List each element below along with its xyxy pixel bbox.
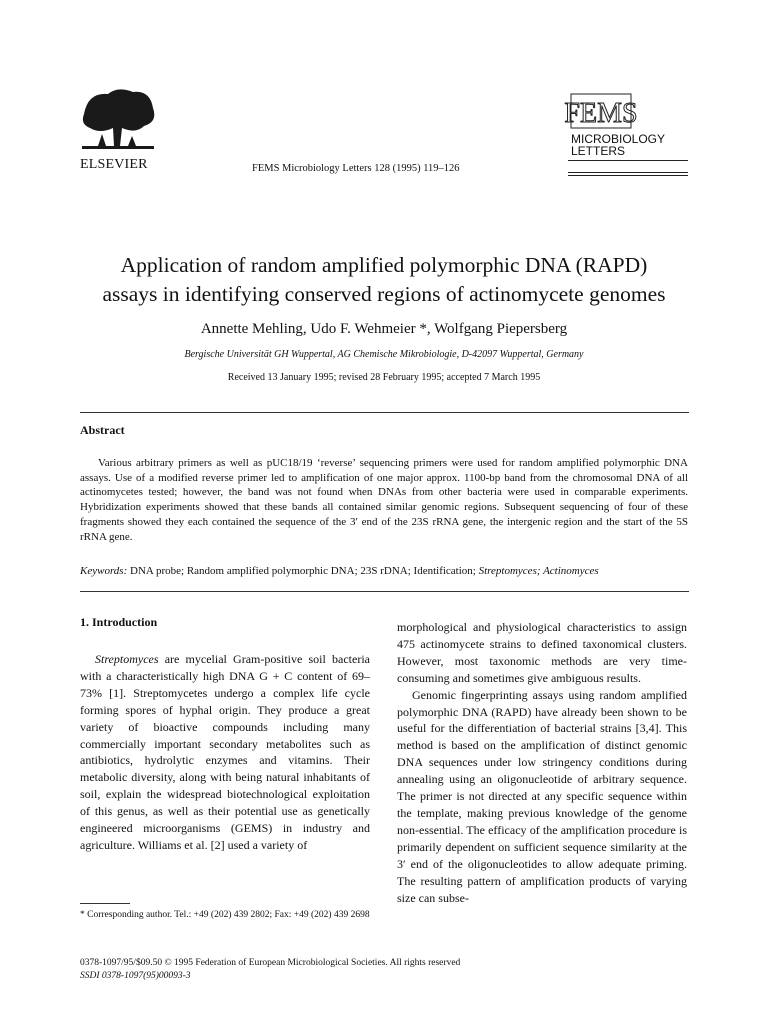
copyright-line: 0378-1097/95/$09.50 © 1995 Federation of European Microbiological Societies. All rights reserved	[80, 958, 461, 968]
keywords-italic: Streptomyces; Actinomyces	[478, 565, 599, 577]
keywords-label: Keywords:	[80, 565, 128, 577]
intro-paragraph: Genomic fingerprinting assays using random amplified polymorphic DNA (RAPD) have already been shown to be useful for the differentiation of bacterial strains [3,4]. This method is based on the amplification of distinct genomic DNA sequences under low stringency conditions during annealing using an oligonucleotide of arbitrary sequence. The primer is not directed at any specific sequence within the template, making previous knowledge of the genome non-essential. The efficacy of the amplification procedure is primarily dependent on sufficient sequence similarity at the 3′ end of the oligonucleotides to allow adequate priming. The resulting pattern of amplification products of varying size can subse-	[397, 687, 687, 905]
title-line-2: assays in identifying conserved regions of actinomycete genomes	[102, 282, 666, 306]
abstract-text: Various arbitrary primers as well as pUC18/19 ‘reverse’ sequencing primers were used for random amplified polymorphic DNA assays. Use of a modified reverse primer led to amplification of one major approx. 1100-bp band from the chromosomal DNA of all actinomycetes tested; however, the band was not found when DNAs from other bacteria were used in comparable experiments. Hybridization experiments showed that these bands all contained similar genomic regions. Subsequent sequencing of four of these fragments showed they each contained the sequence of the 3′ end of the 23S rRNA gene, the intergenic region and the start of the 5S rRNA gene.	[80, 457, 688, 543]
header-rule	[568, 175, 688, 176]
genus-name: Streptomyces	[95, 652, 159, 666]
header-rule	[568, 172, 688, 173]
section-heading: 1. Introduction	[80, 615, 158, 629]
fems-journal-name	[571, 133, 665, 157]
fems-logo	[564, 90, 638, 132]
fems-logo-text: FEMS	[564, 98, 638, 129]
copyright-block	[80, 957, 700, 983]
title-line-1: Application of random amplified polymorphic DNA (RAPD)	[120, 253, 648, 277]
intro-text: are mycelial Gram-positive soil bacteria with a characteristically high DNA G + C content of 69–73% [1]. Streptomycetes undergo a complex life cycle forming spores of hyphal origin. They produce a great variety of bioactive compounds including many commercially important secondary metabolites such as antibiotics, hydrolytic enzymes and vitamins. Their metabolic diversity, along with being natural inhabitants of soil, explain the widespread biotechnological exploitation of this genus, as well as their potential use as genetically engineered microorganisms (GEMS) in industry and agriculture. Williams et al. [2] used a variety of	[80, 652, 370, 852]
right-column	[397, 619, 687, 906]
affiliation: Bergische Universität GH Wuppertal, AG Chemische Mikrobiologie, D-42097 Wuppertal, Germany	[184, 349, 584, 360]
footnote-rule	[80, 903, 130, 904]
corresponding-author-footnote: * Corresponding author. Tel.: +49 (202) 439 2802; Fax: +49 (202) 439 2698	[80, 910, 370, 920]
publisher-name: ELSEVIER	[80, 157, 148, 172]
left-column	[80, 651, 370, 854]
keywords-plain: DNA probe; Random amplified polymorphic DNA; 23S rDNA; Identification;	[130, 565, 476, 577]
article-title	[40, 251, 728, 309]
received-dates: Received 13 January 1995; revised 28 February 1995; accepted 7 March 1995	[227, 372, 541, 383]
keywords	[80, 565, 688, 577]
fems-name-line2: LETTERS	[571, 144, 626, 158]
abstract-top-rule	[80, 412, 689, 413]
elsevier-tree-logo	[78, 84, 158, 154]
abstract-heading: Abstract	[80, 423, 125, 437]
author-list: Annette Mehling, Udo F. Wehmeier *, Wolfgang Piepersberg	[200, 321, 568, 337]
journal-citation: FEMS Microbiology Letters 128 (1995) 119–126	[252, 163, 460, 174]
header-rule	[568, 160, 688, 161]
intro-paragraph	[80, 651, 370, 854]
ssdi-line: SSDI 0378-1097(95)00093-3	[80, 971, 191, 981]
abstract-bottom-rule	[80, 591, 689, 592]
fems-name-line1: MICROBIOLOGY	[571, 132, 666, 146]
intro-paragraph: morphological and physiological characteristics to assign 475 actinomycete strains to defined taxonomical clusters. However, most taxonomic methods are very time-consuming and sometimes give ambiguous results.	[397, 620, 687, 685]
